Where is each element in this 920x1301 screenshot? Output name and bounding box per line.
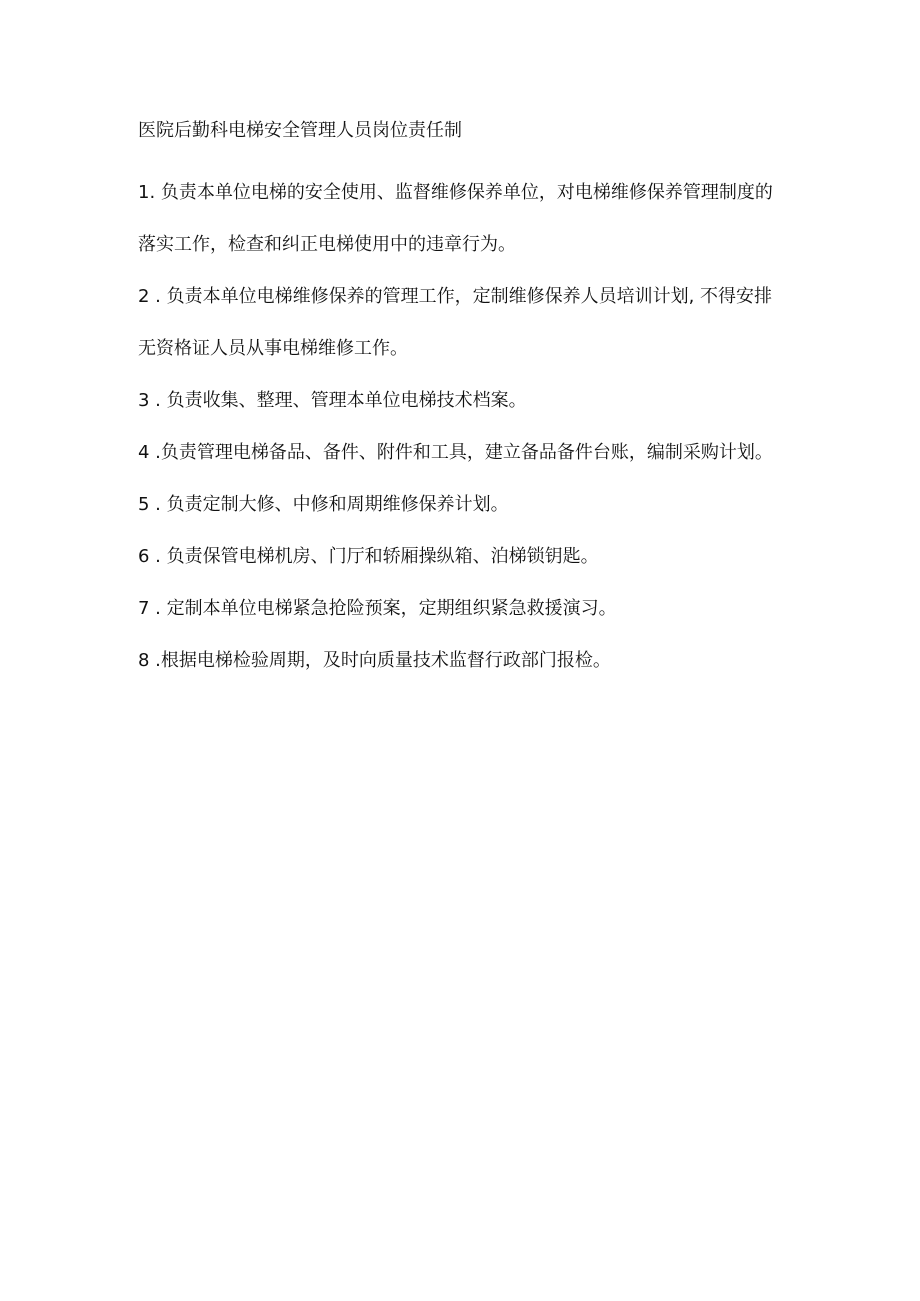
list-item-8: 8 .根据电梯检验周期，及时向质量技术监督行政部门报检。 [138,650,611,671]
list-item-3: 3 . 负责收集、整理、管理本单位电梯技术档案。 [138,390,527,411]
list-item-6: 6 . 负责保管电梯机房、门厅和轿厢操纵箱、泊梯锁钥匙。 [138,546,599,567]
list-item-7: 7 . 定制本单位电梯紧急抢险预案，定期组织紧急救援演习。 [138,598,617,619]
list-item-4: 4 .负责管理电梯备品、备件、附件和工具，建立备品备件台账，编制采购计划。 [138,442,773,463]
document-body [138,116,788,687]
list-item-2: 2 . 负责本单位电梯维修保养的管理工作，定制维修保养人员培训计划, 不得安排无资格证人员从事电梯维修工作。 [138,286,773,359]
list-item-1: 1. 负责本单位电梯的安全使用、监督维修保养单位，对电梯维修保养管理制度的落实工作，检查和纠正电梯使用中的违章行为。 [138,182,773,255]
document-title: 医院后勤科电梯安全管理人员岗位责任制 [138,120,462,141]
list-item-5: 5 . 负责定制大修、中修和周期维修保养计划。 [138,494,509,515]
